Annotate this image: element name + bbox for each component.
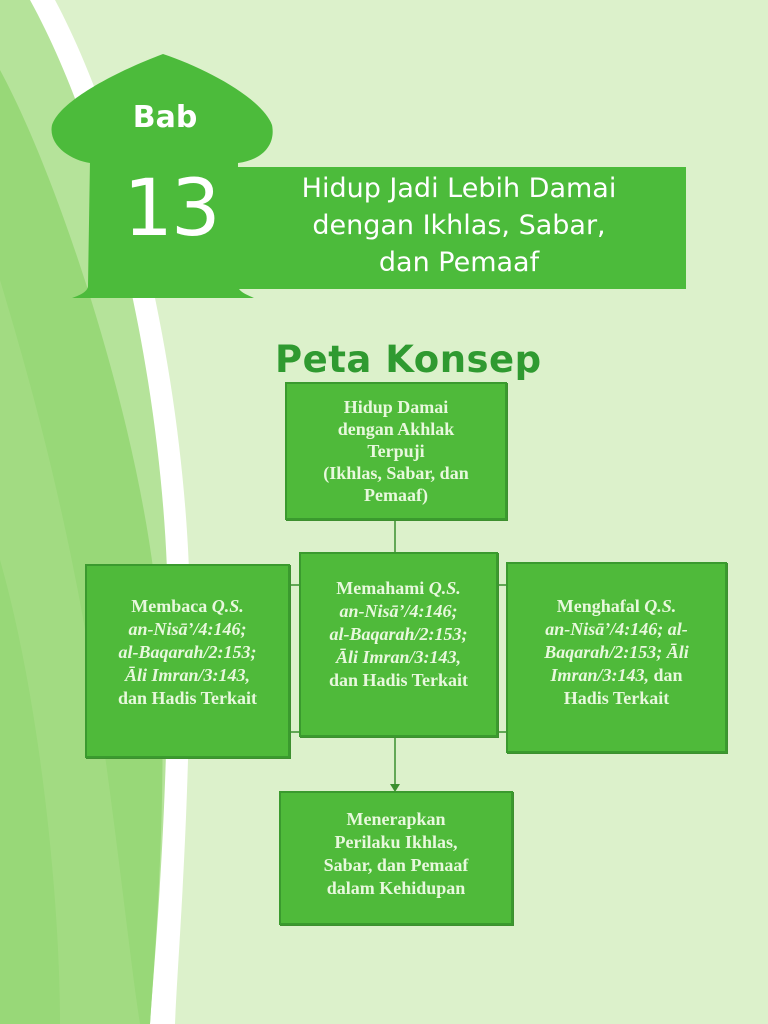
node-text: dan: [649, 665, 683, 685]
concept-node-menerapkan: [279, 791, 513, 925]
node-text-italic: Q.S.: [211, 595, 244, 616]
node-text-italic: Āli Imran/3:143,: [124, 664, 251, 685]
node-text: Membaca: [131, 595, 212, 616]
concept-node-memahami: [299, 552, 498, 737]
node-text: (Ikhlas, Sabar, dan: [323, 463, 469, 483]
concept-node-root: [285, 382, 507, 520]
node-text-italic: al-Baqarah/2:153;: [118, 641, 257, 662]
section-title: Peta Konsep: [275, 338, 542, 381]
node-text-italic: al-Baqarah/2:153;: [329, 624, 468, 644]
chapter-number: 13: [123, 164, 219, 254]
chapter-label: Bab: [132, 100, 198, 135]
node-text: Hadis Terkait: [563, 688, 670, 708]
node-text: Terpuji: [367, 441, 425, 461]
node-text-italic: Baqarah/2:153; Āli: [544, 642, 689, 662]
node-text: dengan Akhlak: [337, 419, 455, 439]
node-text: dalam Kehidupan: [326, 878, 466, 898]
node-text-italic: an-Nisā’/4:146; al-: [545, 619, 688, 639]
node-text-italic: Āli Imran/3:143,: [335, 647, 462, 667]
node-text: Menghafal: [556, 596, 645, 616]
chapter-title-line: Hidup Jadi Lebih Damai: [301, 173, 617, 204]
node-text-italic: an-Nisā’/4:146;: [128, 618, 247, 639]
node-text: Pemaaf): [364, 485, 428, 505]
node-text: Sabar, dan Pemaaf: [323, 855, 469, 875]
node-text-italic: Imran/3:143,: [550, 665, 649, 685]
concept-node-membaca: [85, 564, 290, 758]
node-text: dan Hadis Terkait: [117, 687, 258, 708]
node-text: Perilaku Ikhlas,: [334, 832, 458, 852]
chapter-title-line: dan Pemaaf: [378, 247, 540, 278]
node-text: dan Hadis Terkait: [328, 670, 469, 690]
node-text-italic: an-Nisā’/4:146;: [339, 601, 458, 621]
node-text-italic: Q.S.: [428, 578, 461, 598]
concept-node-menghafal: [506, 562, 727, 753]
chapter-title-line: dengan Ikhlas, Sabar,: [312, 210, 606, 241]
node-text: Hidup Damai: [343, 397, 449, 417]
node-text: Menerapkan: [346, 809, 446, 829]
node-text-italic: Q.S.: [644, 596, 677, 616]
chapter-title: [236, 170, 682, 281]
node-text: Memahami: [336, 578, 429, 598]
